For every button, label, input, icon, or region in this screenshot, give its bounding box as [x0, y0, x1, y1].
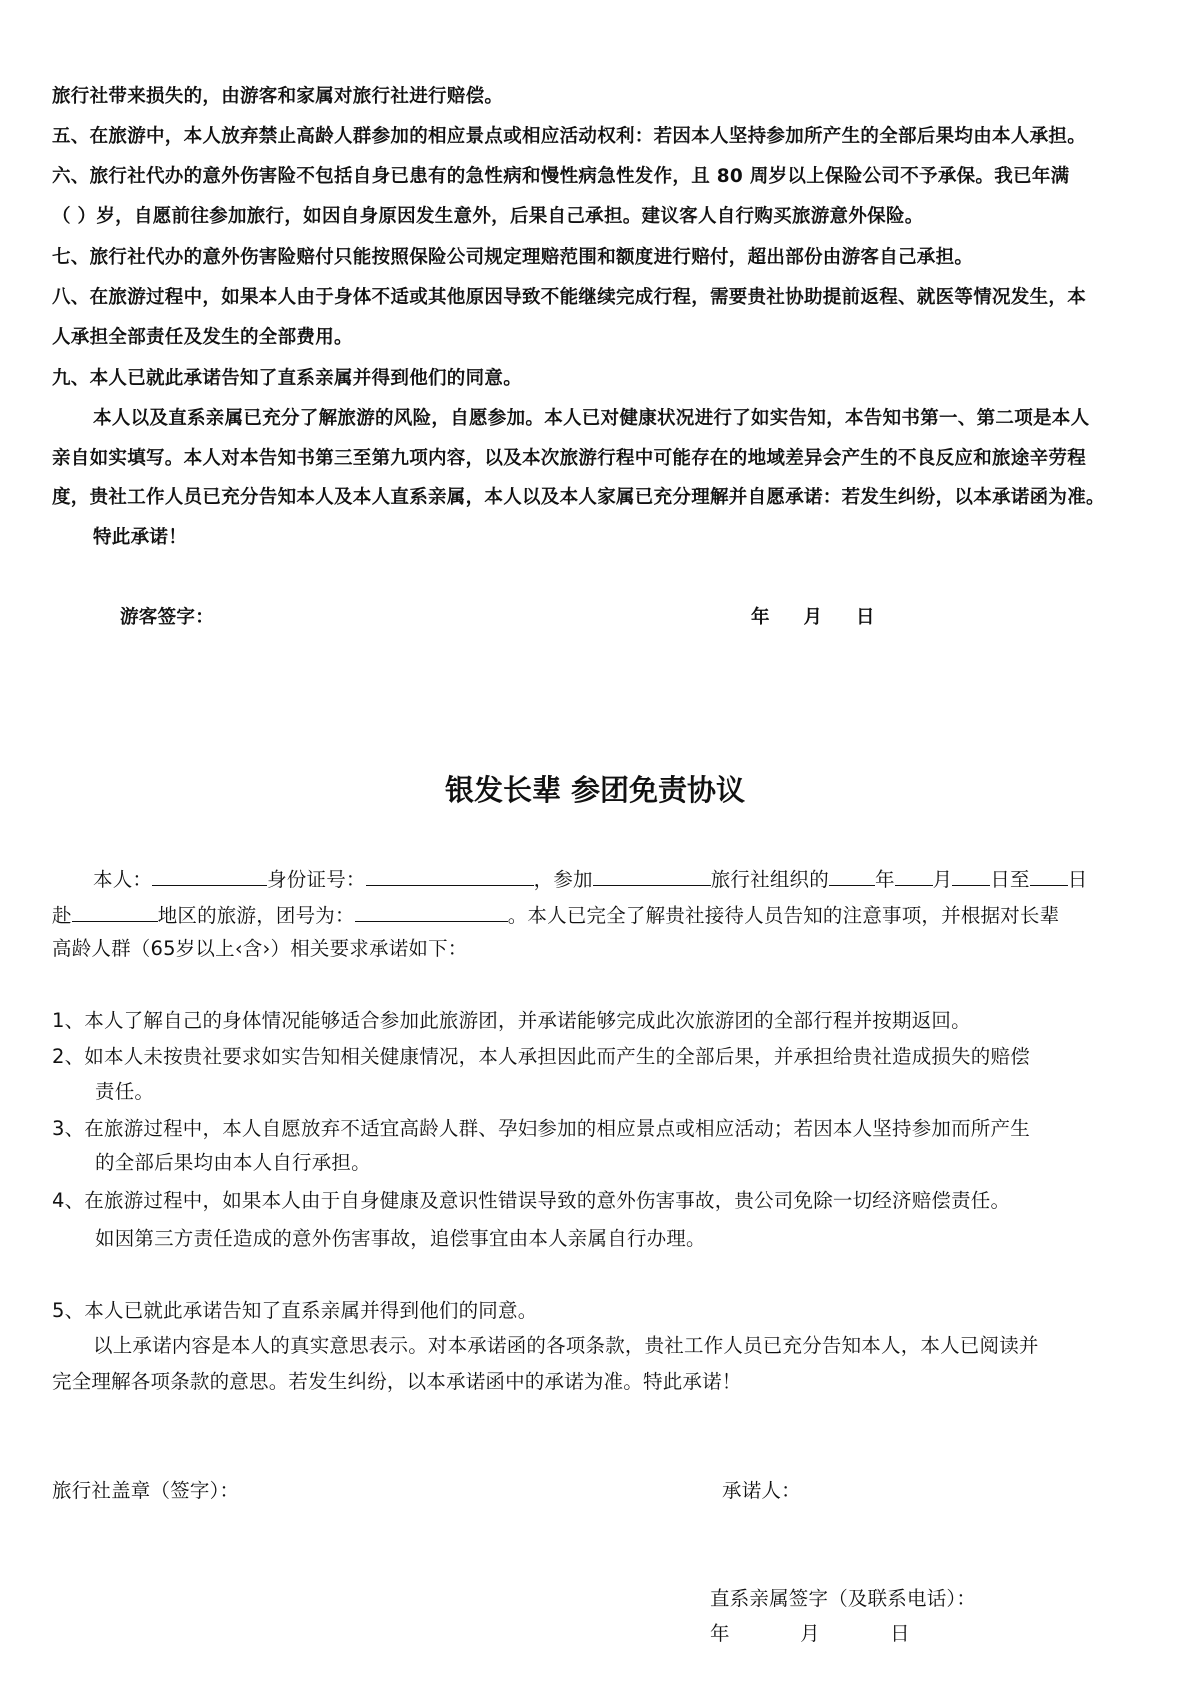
notice-line: 亲自如实填写。本人对本告知书第三至第九项内容，以及本次旅游行程中可能存在的地域差异会产生的不良反应和旅途辛劳程	[52, 448, 1087, 469]
agreement-item: 以上承诺内容是本人的真实意思表示。对本承诺函的各项条款，贵社工作人员已充分告知本人，本人已阅读并	[93, 1334, 1039, 1357]
agency-seal-label: 旅行社盖章（签字）：	[52, 1479, 240, 1502]
notice-line: 五、在旅游中，本人放弃禁止高龄人群参加的相应景点或相应活动权利：若因本人坚持参加所产生的全部后果均由本人承担。	[52, 126, 1087, 147]
intro-text: 。本人已完全了解贵社接待人员告知的注意事项，并根据对长辈	[507, 904, 1060, 927]
group-number-blank[interactable]	[355, 901, 508, 922]
notice-line: 人承担全部责任及发生的全部费用。	[52, 327, 353, 348]
intro-line-1	[93, 865, 1087, 893]
notice-line: 八、在旅游过程中，如果本人由于身体不适或其他原因导致不能继续完成行程，需要贵社协助提前返程、就医等情况发生，本	[52, 287, 1087, 308]
agreement-item: 的全部后果均由本人自行承担。	[95, 1151, 371, 1174]
name-blank[interactable]	[152, 865, 267, 886]
label-join: ，参加	[533, 868, 593, 891]
tourist-signature-label: 游客签字：	[120, 607, 215, 628]
month-blank[interactable]	[895, 865, 933, 886]
label-month: 月	[932, 868, 953, 891]
relative-signature-label: 直系亲属签字（及联系电话）：	[710, 1587, 977, 1610]
notice-line: 七、旅行社代办的意外伤害险赔付只能按照保险公司规定理赔范围和额度进行赔付，超出部份由游客自己承担。	[52, 247, 974, 268]
label-day-to: 日至	[990, 868, 1030, 891]
id-blank[interactable]	[366, 865, 534, 886]
intro-line-2	[52, 901, 1059, 929]
region-blank[interactable]	[72, 901, 158, 922]
agreement-item: 责任。	[95, 1080, 155, 1103]
agreement-item: 2、如本人未按贵社要求如实告知相关健康情况，本人承担因此而产生的全部后果，并承担给贵社造成损失的赔偿	[52, 1045, 1030, 1068]
day-blank[interactable]	[952, 865, 990, 886]
notice-line: 旅行社带来损失的，由游客和家属对旅行社进行赔偿。	[52, 86, 504, 107]
notice-line: 度，贵社工作人员已充分告知本人及本人直系亲属，本人以及本人家属已充分理解并自愿承诺：若发生纠纷，以本承诺函为准。	[52, 487, 1105, 508]
agreement-item: 1、本人了解自己的身体情况能够适合参加此旅游团，并承诺能够完成此次旅游团的全部行程并按期返回。	[52, 1009, 971, 1032]
year-blank[interactable]	[829, 865, 875, 886]
agreement-date: 年 月 日	[710, 1622, 910, 1645]
agreement-item: 3、在旅游过程中，本人自愿放弃不适宜高龄人群、孕妇参加的相应景点或相应活动；若因本人坚持参加而所产生	[52, 1117, 1030, 1140]
label-year: 年	[874, 868, 895, 891]
label-group: 地区的旅游，团号为：	[157, 904, 355, 927]
label-agency: 旅行社组织的	[710, 868, 829, 891]
notice-line: 本人以及直系亲属已充分了解旅游的风险，自愿参加。本人已对健康状况进行了如实告知，本告知书第一、第二项是本人	[93, 408, 1090, 429]
promisor-label: 承诺人：	[722, 1479, 801, 1502]
agreement-title: 银发长辈 参团免责协议	[444, 773, 746, 807]
notice-line: 特此承诺！	[93, 527, 188, 548]
label-day: 日	[1067, 868, 1088, 891]
notice-line: （ ）岁，自愿前往参加旅行，如因自身原因发生意外，后果自己承担。建议客人自行购买旅游意外保险。	[52, 206, 924, 227]
notice-line: 九、本人已就此承诺告知了直系亲属并得到他们的同意。	[52, 368, 523, 389]
agreement-item: 完全理解各项条款的意思。若发生纠纷，以本承诺函中的承诺为准。特此承诺！	[52, 1370, 742, 1393]
agreement-item: 4、在旅游过程中，如果本人由于自身健康及意识性错误导致的意外伤害事故，贵公司免除一切经济赔偿责任。	[52, 1189, 1011, 1212]
intro-line-3: 高龄人群（65岁以上‹含›）相关要求承诺如下：	[52, 937, 468, 960]
agreement-item: 5、本人已就此承诺告知了直系亲属并得到他们的同意。	[52, 1299, 538, 1322]
label-to: 赴	[52, 904, 72, 927]
end-day-blank[interactable]	[1030, 865, 1068, 886]
signature-date: 年 月 日	[751, 607, 875, 628]
agreement-item: 如因第三方责任造成的意外伤害事故，追偿事宜由本人亲属自行办理。	[95, 1227, 706, 1250]
notice-line: 六、旅行社代办的意外伤害险不包括自身已患有的急性病和慢性病急性发作，且 80 周岁以上保险公司不予承保。我已年满	[52, 166, 1070, 187]
label-id: 身份证号：	[267, 868, 366, 891]
label-self: 本人：	[93, 868, 153, 891]
agency-blank[interactable]	[593, 865, 711, 886]
